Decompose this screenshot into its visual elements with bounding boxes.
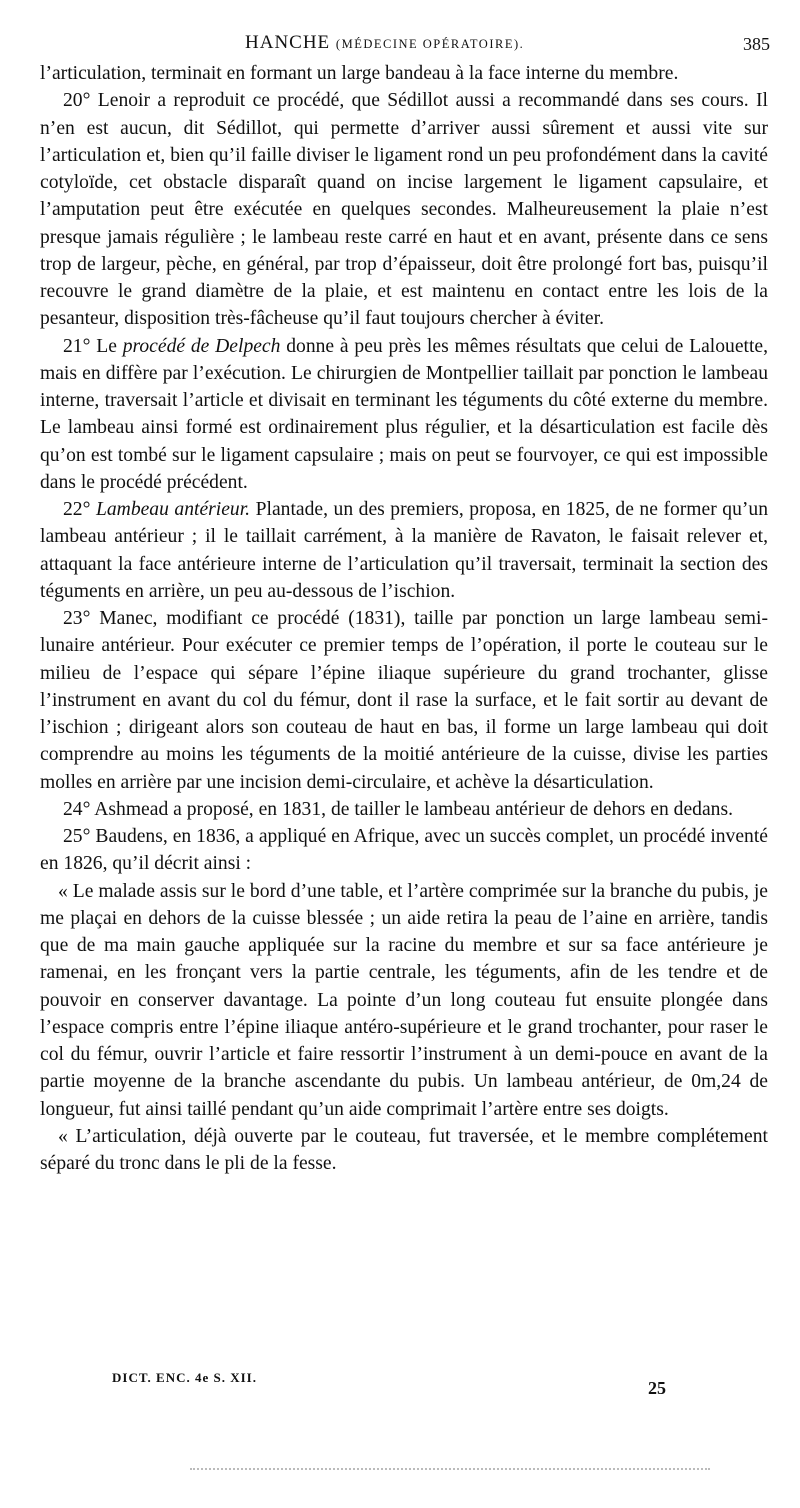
running-title-sub: (MÉDECINE OPÉRATOIRE). bbox=[335, 37, 525, 51]
paragraph-22-number: 22° bbox=[63, 499, 96, 520]
signature-mark: DICT. ENC. 4e S. XII. bbox=[112, 1370, 257, 1385]
signature-number: 25 bbox=[648, 1378, 666, 1398]
scan-artifact bbox=[190, 1468, 710, 1472]
paragraph-25: 25° Baudens, en 1836, a appliqué en Afrique, avec un succès complet, un procédé inventé en 1826, qu’il décrit ainsi : bbox=[40, 826, 768, 875]
paragraph-21-emphasis: procédé de Delpech bbox=[122, 335, 281, 357]
running-header bbox=[40, 32, 770, 60]
paragraph-20: 20° Lenoir a reproduit ce procédé, que Sédillot aussi a recommandé dans ses cours. Il n’en est aucun, dit Sédillot, qui permette d’arriver aussi sûrement et aussi vite sur l’articulation et, bien qu’il faille diviser le ligament rond un peu profondément dans la cavité cotyloïde, cet obstacle disparaît quand on incise largement le ligament capsulaire, et l’amputation peut être exécutée en quelques secondes. Malheureusement la plaie n’est presque jamais régulière ; le lambeau reste carré en haut et en avant, présente dans ce sens trop de largeur, pèche, en général, par trop d’épaisseur, doit être prolongé fort bas, puisqu’il recouvre le grand diamètre de la plaie, et est maintenu en contact entre les lois de la pesanteur, disposition très-fâcheuse qu’il faut toujours chercher à éviter. bbox=[40, 90, 768, 330]
running-title bbox=[245, 32, 524, 54]
paragraph-22-emphasis: Lambeau antérieur. bbox=[95, 499, 251, 520]
page-number: 385 bbox=[743, 34, 770, 54]
page-footer bbox=[40, 1368, 770, 1408]
paragraph-23: 23° Manec, modifiant ce procédé (1831), taille par ponction un large lambeau semi-lunaire antérieur. Pour exécuter ce premier temps de l’opération, il porte le couteau sur le milieu de l’espace qui sépare l’épine iliaque supérieure du grand trochanter, glisse l’instrument en avant du col du fémur, dont il rase la surface, et le fait sortir au devant de l’ischion ; dirigeant alors son couteau de haut en bas, il forme un large lambeau qui doit comprendre au moins les téguments de la moitié antérieure de la cuisse, divise les parties molles en arrière par une incision demi-circulaire, et achève la désarticulation. bbox=[40, 608, 768, 793]
paragraph-21-number: 21° Le bbox=[63, 335, 123, 357]
body-text bbox=[40, 60, 768, 1177]
paragraph-continued: l’articulation, terminait en formant un large bandeau à la face interne du membre. bbox=[40, 63, 679, 84]
quote-paragraph-1: « Le malade assis sur le bord d’une table, et l’artère comprimée sur la branche du pubis, je me plaçai en dehors de la cuisse blessée ; un aide retira la peau de l’aine en arrière, tandis que de ma main gauche appliquée sur la racine du membre et sur sa face antérieure je ramenai, en les fronçant vers la partie centrale, les téguments, afin de les tendre et de pouvoir en conserver davantage. La pointe d’un long couteau fut ensuite plongée dans l’espace compris entre l’épine iliaque antéro-supérieure et le grand trochanter, pour raser le col du fémur, ouvrir l’article et faire ressortir l’instrument à un demi-pouce en avant de la partie moyenne de la branche ascendante du pubis. Un lambeau antérieur, de 0m,24 de longueur, fut ainsi taillé pendant qu’un aide comprimait l’artère entre ses doigts. bbox=[40, 880, 768, 1120]
paragraph-21-text: donne à peu près les mêmes résultats que celui de Lalouette, mais en diffère par l’exécution. Le chirurgien de Montpellier taillait par ponction le lambeau interne, traversait l’article et divisait en terminant les téguments du côté externe du membre. Le lambeau ainsi formé est ordinairement plus régulier, et la désarticulation est facile dès qu’on est tombé sur le ligament capsulaire ; mais on peut se fourvoyer, ce qui est impossible dans le procédé précédent. bbox=[40, 335, 768, 493]
quote-paragraph-2: « L’articulation, déjà ouverte par le couteau, fut traversée, et le membre complétement séparé du tronc dans le pli de la fesse. bbox=[40, 1125, 768, 1174]
paragraph-21 bbox=[40, 333, 768, 497]
running-title-main: HANCHE bbox=[245, 32, 331, 53]
paragraph-22 bbox=[40, 496, 768, 605]
paragraph-22-text: Plantade, un des premiers, proposa, en 1825, de ne former qu’un lambeau antérieur ; il le taillait carrément, à la manière de Ravaton, le faisait relever et, attaquant la face antérieure interne de l’articulation qu’il traversait, terminait la section des téguments en arrière, un peu au-dessous de l’ischion. bbox=[40, 499, 769, 602]
paragraph-24: 24° Ashmead a proposé, en 1831, de tailler le lambeau antérieur de dehors en dedans. bbox=[63, 798, 733, 820]
